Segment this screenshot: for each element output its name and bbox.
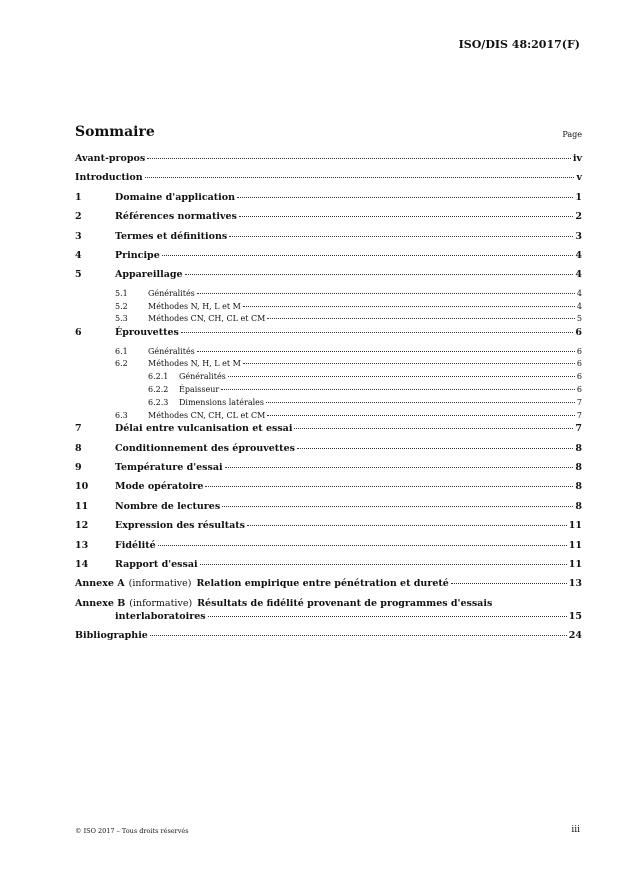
dot-leader — [266, 402, 575, 403]
dot-leader — [294, 428, 573, 429]
dot-leader — [229, 236, 573, 237]
toc-entry-page: 2 — [575, 211, 582, 223]
annex-title: Résultats de fidélité provenant de programmes d'essais — [197, 597, 493, 609]
toc-entry-label: Avant-propos — [75, 153, 146, 164]
toc-entry-number: 8 — [75, 442, 82, 454]
toc-entry-number: 5.3 — [115, 314, 128, 324]
dot-leader — [200, 564, 567, 565]
toc-entry-number: 1 — [75, 191, 82, 203]
dot-leader — [205, 486, 573, 487]
toc-entry[interactable] — [75, 327, 582, 346]
toc-entry-page: 5 — [576, 314, 582, 324]
toc-entry[interactable] — [75, 192, 582, 211]
toc-entry-page: 3 — [575, 230, 582, 242]
toc-entry-label: Appareillage — [115, 269, 183, 281]
toc-entry-page: 7 — [576, 397, 582, 407]
toc-annex-entry[interactable] — [75, 578, 582, 597]
annex-kind: (informative) — [128, 578, 192, 590]
annex-label: Annexe A — [75, 578, 125, 590]
annex-label: Annexe B — [75, 597, 126, 609]
toc-entry-page: 11 — [568, 539, 582, 551]
page-title: Sommaire — [75, 124, 155, 140]
toc-entry-page: v — [576, 172, 582, 184]
toc-entry-number: 9 — [75, 462, 82, 474]
toc-entry[interactable] — [75, 153, 582, 172]
annex-title-continued: interlaboratoires — [115, 610, 206, 622]
toc-entry[interactable] — [75, 411, 582, 424]
dot-leader — [221, 389, 575, 390]
toc-entry-page: 8 — [575, 462, 582, 474]
dot-leader — [228, 376, 575, 377]
toc-entry-number: 6.2.1 — [148, 372, 169, 382]
toc-entry-page: 6 — [576, 384, 582, 394]
page-column-label: Page — [562, 130, 582, 139]
toc-entry-label: Domaine d'application — [115, 191, 236, 203]
dot-leader — [185, 274, 574, 275]
dot-leader — [267, 318, 575, 319]
toc-entry-number: 10 — [75, 481, 89, 493]
toc-entry-number: 6.2 — [115, 359, 128, 369]
toc-entry-label: Méthodes CN, CH, CL et CM — [148, 314, 266, 324]
dot-leader — [208, 616, 567, 617]
toc-entry-page: 11 — [568, 559, 582, 571]
toc-entry-number: 6.2.3 — [148, 397, 169, 407]
toc-entry-page: 7 — [576, 410, 582, 420]
dot-leader — [247, 525, 567, 526]
toc-entry-page: 4 — [576, 288, 582, 298]
copyright-notice: © ISO 2017 – Tous droits réservés — [75, 827, 189, 835]
toc-entry-label: Dimensions latérales — [179, 397, 264, 407]
dot-leader — [162, 255, 574, 256]
toc-entry-page: 11 — [568, 520, 582, 532]
toc-entry-number: 7 — [75, 423, 82, 435]
toc-entry-label: Généralités — [148, 346, 195, 356]
document-reference: ISO/DIS 48:2017(F) — [458, 38, 580, 51]
dot-leader — [239, 216, 573, 217]
toc-entry-label: Délai entre vulcanisation et essai — [115, 423, 293, 435]
dot-leader — [267, 415, 575, 416]
toc-entry[interactable] — [75, 314, 582, 327]
table-of-contents — [75, 153, 582, 649]
toc-entry[interactable] — [75, 372, 582, 385]
toc-entry[interactable] — [75, 559, 582, 578]
toc-entry[interactable] — [75, 540, 582, 559]
dot-leader — [243, 306, 575, 307]
toc-entry-label: Introduction — [75, 172, 143, 184]
toc-entry-label: Généralités — [148, 288, 195, 298]
toc-entry-number: 6 — [75, 327, 82, 339]
toc-entry[interactable] — [75, 385, 582, 398]
dot-leader — [181, 332, 574, 333]
toc-entry-label: Nombre de lectures — [115, 500, 221, 512]
toc-entry-number: 5.1 — [115, 288, 128, 298]
toc-entry-label: Température d'essai — [115, 462, 223, 474]
toc-title-row — [75, 124, 582, 144]
toc-entry-page: 4 — [575, 269, 582, 281]
toc-entry[interactable] — [75, 462, 582, 481]
toc-entry-label: Expression des résultats — [115, 520, 245, 532]
dot-leader — [237, 197, 573, 198]
toc-entry[interactable] — [75, 172, 582, 191]
toc-entry-label: Bibliographie — [75, 629, 148, 641]
dot-leader — [145, 177, 575, 178]
toc-entry-label: Généralités — [179, 372, 226, 382]
toc-entry-number: 4 — [75, 249, 82, 261]
toc-entry-page: 7 — [575, 423, 582, 435]
dot-leader — [222, 506, 573, 507]
toc-entry-label: Fidélité — [115, 539, 156, 551]
toc-entry-page: 4 — [575, 249, 582, 261]
toc-entry[interactable] — [75, 501, 582, 520]
dot-leader — [150, 635, 567, 636]
dot-leader — [158, 545, 567, 546]
toc-entry-page: 24 — [568, 629, 582, 641]
toc-entry-label: Méthodes N, H, L et M — [148, 359, 241, 369]
toc-entry-label: Mode opératoire — [115, 481, 204, 493]
toc-entry-page: 6 — [576, 359, 582, 369]
toc-entry-page: 8 — [575, 481, 582, 493]
dot-leader — [451, 583, 567, 584]
toc-annex-entry[interactable] — [75, 598, 582, 630]
toc-entry[interactable] — [75, 289, 582, 302]
toc-entry-page: 13 — [568, 578, 582, 590]
toc-entry-number: 13 — [75, 539, 89, 551]
dot-leader — [197, 293, 575, 294]
dot-leader — [147, 158, 571, 159]
toc-entry[interactable] — [75, 347, 582, 360]
toc-entry[interactable] — [75, 302, 582, 315]
toc-entry-page: 6 — [576, 346, 582, 356]
dot-leader — [197, 351, 575, 352]
page-number: iii — [571, 825, 580, 835]
toc-entry-page: 6 — [576, 372, 582, 382]
toc-entry-label: Rapport d'essai — [115, 559, 198, 571]
toc-entry[interactable] — [75, 520, 582, 539]
annex-kind: (informative) — [129, 597, 193, 609]
toc-entry-page: 8 — [575, 442, 582, 454]
toc-entry-number: 11 — [75, 500, 89, 512]
toc-entry[interactable] — [75, 211, 582, 230]
toc-entry-label: Méthodes CN, CH, CL et CM — [148, 410, 266, 420]
toc-entry-page: 8 — [575, 500, 582, 512]
toc-entry-page: 15 — [568, 610, 582, 622]
toc-entry[interactable] — [75, 423, 582, 442]
toc-entry[interactable] — [75, 481, 582, 500]
toc-entry[interactable] — [75, 443, 582, 462]
toc-entry[interactable] — [75, 398, 582, 411]
toc-entry-page: 1 — [575, 191, 582, 203]
toc-entry-page: 6 — [575, 327, 582, 339]
toc-entry-label: Principe — [115, 249, 160, 261]
toc-entry-number: 6.3 — [115, 410, 128, 420]
toc-entry-page: iv — [572, 153, 582, 164]
toc-entry[interactable] — [75, 269, 582, 288]
toc-entry[interactable] — [75, 231, 582, 250]
toc-entry-label: Références normatives — [115, 211, 237, 223]
toc-entry-number: 12 — [75, 520, 89, 532]
toc-entry[interactable] — [75, 250, 582, 269]
dot-leader — [225, 467, 574, 468]
toc-entry-number: 3 — [75, 230, 82, 242]
toc-entry-number: 6.2.2 — [148, 384, 169, 394]
toc-entry-label: Termes et définitions — [115, 230, 228, 242]
toc-entry-label: Conditionnement des éprouvettes — [115, 442, 295, 454]
toc-entry-label: Méthodes N, H, L et M — [148, 301, 241, 311]
toc-entry-page: 4 — [576, 301, 582, 311]
toc-entry-label: Épaisseur — [179, 384, 220, 394]
dot-leader — [243, 363, 575, 364]
annex-title: Relation empirique entre pénétration et dureté — [196, 578, 449, 590]
toc-entry[interactable] — [75, 359, 582, 372]
toc-entry-number: 6.1 — [115, 346, 128, 356]
dot-leader — [297, 448, 573, 449]
toc-entry-label: Éprouvettes — [115, 327, 179, 339]
toc-entry-number: 5 — [75, 269, 82, 281]
toc-entry-number: 14 — [75, 559, 89, 571]
toc-entry-number: 2 — [75, 211, 82, 223]
toc-entry-number: 5.2 — [115, 301, 128, 311]
toc-bibliography-entry[interactable] — [75, 630, 582, 649]
